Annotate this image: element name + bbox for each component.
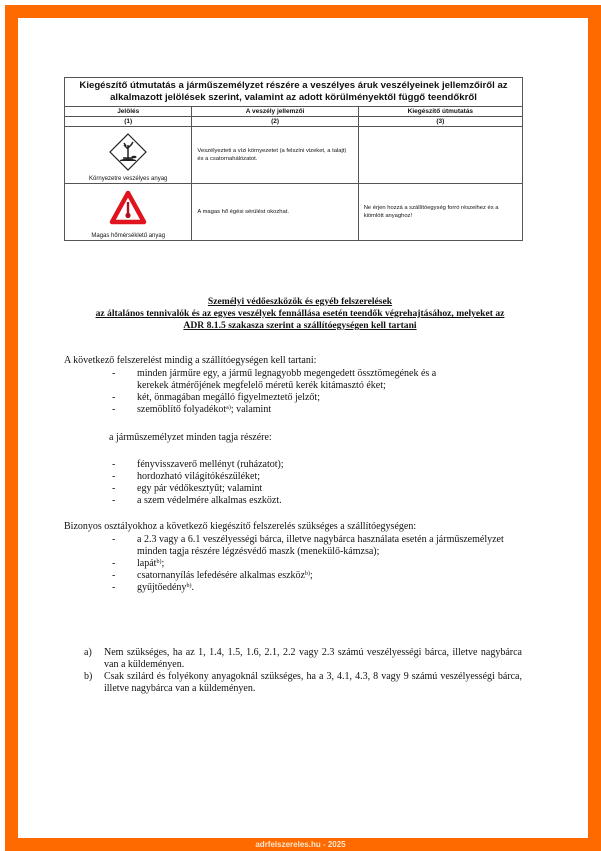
- column-header-hazard: A veszély jellemzői: [192, 107, 358, 117]
- orange-frame-right: [588, 5, 601, 851]
- list-dash: -: [112, 558, 116, 569]
- marking-label: Környezetre veszélyes anyag: [89, 176, 168, 182]
- list-item: csatornanyílás lefedésére alkalmas eszköz$^{b)}$;: [137, 570, 313, 581]
- footnote-label: a): [84, 647, 92, 658]
- hazard-description: A magas hő égési sérülést okozhat.: [192, 184, 358, 241]
- marking-cell: [65, 127, 192, 184]
- list-item: fényvisszaverő mellényt (ruházatot);: [137, 459, 284, 470]
- table-row: [65, 184, 523, 241]
- guidance-text: Ne érjen hozzá a szállítóegység forró részeihez és a kiömlött anyaghoz!: [358, 184, 522, 241]
- marking-label: Magas hőmérsékletű anyag: [91, 233, 166, 239]
- footnote-ref: b): [186, 583, 192, 589]
- hazard-guidance-table: [64, 77, 523, 241]
- always-intro: A következő felszerelést mindig a szállítóegységen kell tartani:: [64, 355, 317, 366]
- column-header-marking: Jelölés: [65, 107, 192, 117]
- list-item: gyűjtőedény$^{b)}$.: [137, 582, 194, 593]
- footnote-text: Nem szükséges, ha az 1, 1.4, 1.5, 1.6, 2.1, 2.2 vagy 2.3 számú veszélyességi bárca, illetve nagybárca van a küldeményen.: [104, 647, 522, 670]
- list-dash: -: [112, 483, 116, 494]
- list-dash: -: [112, 368, 116, 379]
- list-dash: -: [112, 534, 116, 545]
- environmental-hazard-diamond-icon: [109, 133, 147, 171]
- list-dash: -: [112, 582, 116, 593]
- orange-frame-top: [5, 5, 601, 18]
- column-number-1: (1): [65, 117, 192, 127]
- list-item: a szem védelmére alkalmas eszközt.: [137, 495, 282, 506]
- guidance-text: [358, 127, 522, 184]
- list-dash: -: [112, 404, 116, 415]
- classes-intro: Bizonyos osztályokhoz a következő kiegészítő felszerelés szükséges a szállítóegységen:: [64, 521, 417, 532]
- marking-cell: [65, 184, 192, 241]
- footnote-ref: b): [304, 571, 310, 577]
- list-item: egy pár védőkesztyűt; valamint: [137, 483, 263, 494]
- footnote-text: Csak szilárd és folyékony anyagoknál szükséges, ha a 3, 4.1, 4.3, 8 vagy 9 számú veszélyességi bárca, illetve nagybárca van a küldeményen.: [104, 671, 522, 694]
- list-dash: -: [112, 471, 116, 482]
- footnote-label: b): [84, 671, 93, 682]
- high-temperature-warning-triangle-icon: [109, 190, 147, 226]
- list-item: minden járműre egy, a jármű legnagyobb megengedett össztömegének és a kerekek átmérőjének megfelelő méretű kerék kitámasztó éket;: [137, 368, 437, 391]
- column-header-guidance: Kiegészítő útmutatás: [358, 107, 522, 117]
- list-dash: -: [112, 570, 116, 581]
- list-item: a 2.3 vagy a 6.1 veszélyességi bárca, illetve nagybárca használata esetén a járműszemélyzet minden tagja részére légzésvédő maszk (menekülő-kámzsa);: [137, 534, 504, 557]
- list-dash: -: [112, 392, 116, 403]
- table-row: [65, 127, 523, 184]
- orange-frame-left: [5, 5, 18, 851]
- crew-intro: a járműszemélyzet minden tagja részére:: [109, 432, 272, 443]
- section-heading-subtitle-2: ADR 8.1.5 szakasza szerint a szállítóegységen kell tartani: [183, 320, 417, 331]
- footnote-ref: b): [156, 559, 162, 565]
- list-dash: -: [112, 459, 116, 470]
- list-dash: -: [112, 495, 116, 506]
- table-title: Kiegészítő útmutatás a járműszemélyzet részére a veszélyes áruk veszélyeinek jellemzőiről az alkalmazott jelölések szerint, valamint az adott körülményektől függő teendőkről: [65, 78, 523, 107]
- list-item: szemöblítő folyadékot$^{a)}$; valamint: [137, 404, 272, 415]
- list-item: hordozható világítókészüléket;: [137, 471, 261, 482]
- footer-website: adrfelszereles.hu - 2025: [255, 840, 346, 849]
- hazard-description: Veszélyezteti a vízi környezetet (a felszíni vizeket, a talajt) és a csatornahálózatot.: [192, 127, 358, 184]
- list-item: lapát$^{b)}$;: [137, 558, 165, 569]
- column-number-2: (2): [192, 117, 358, 127]
- column-number-3: (3): [358, 117, 522, 127]
- footnote-ref: a): [226, 405, 231, 411]
- section-heading-subtitle: az általános tennivalók és az egyes veszélyek fennállása esetén teendők végrehajtásához, melyeket az: [95, 308, 505, 319]
- section-heading-title: Személyi védőeszközök és egyéb felszerelések: [207, 296, 393, 307]
- list-item: két, önmagában megálló figyelmeztető jelzőt;: [137, 392, 320, 403]
